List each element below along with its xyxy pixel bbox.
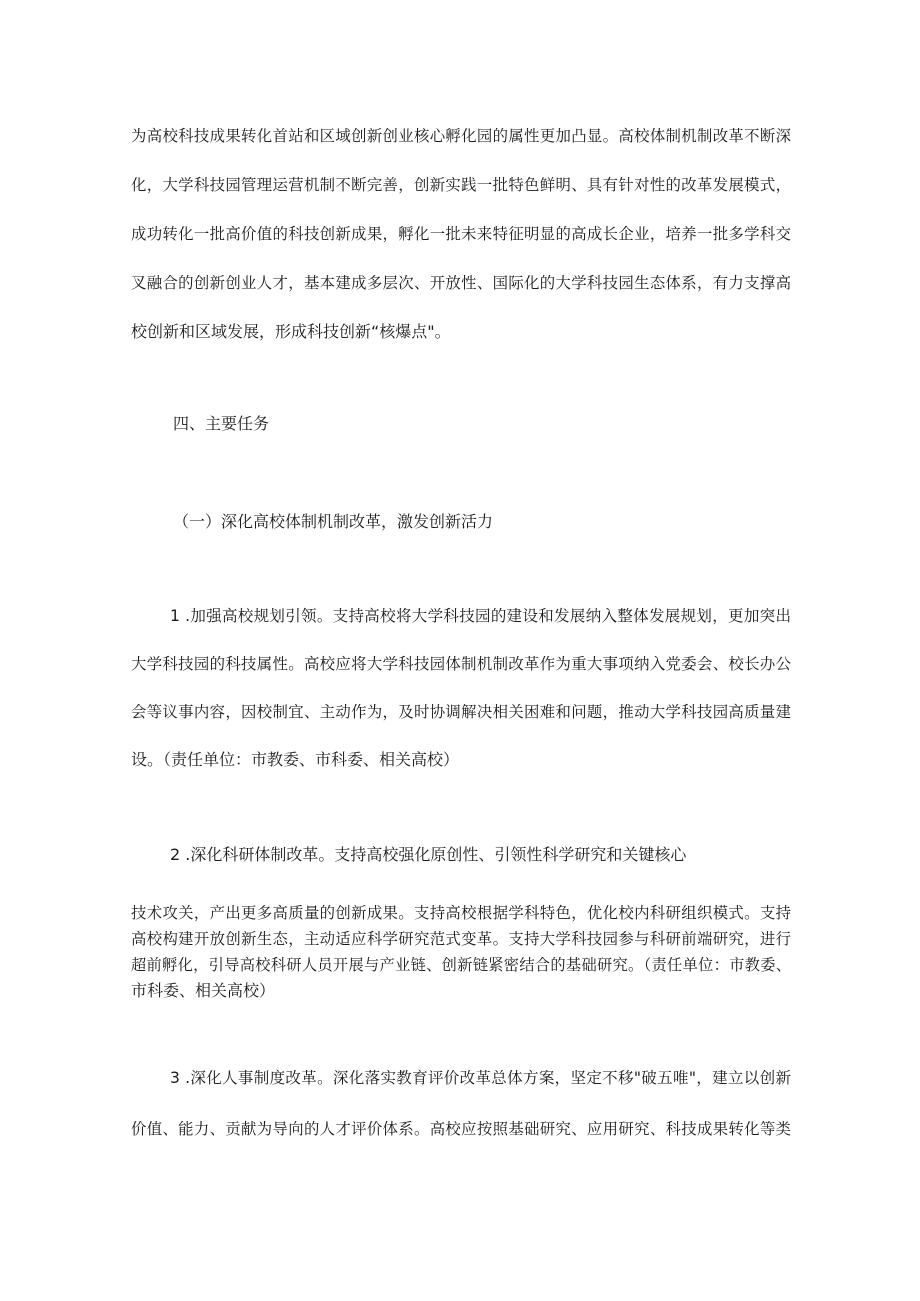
item2-line-1: 2 .深化科研体制改革。支持高校强化原创性、引领性科学研究和关键核心 <box>170 845 687 864</box>
intro-line-5: 校创新和区域发展，形成科技创新“核爆点"。 <box>131 322 451 341</box>
item1-line-1: 1 .加强高校规划引领。支持高校将大学科技园的建设和发展纳入整体发展规划，更加突出 <box>170 607 791 625</box>
section-heading: 四、主要任务 <box>173 414 270 433</box>
subsection-heading: （一）深化高校体制机制改革，激发创新活力 <box>173 512 494 531</box>
item1-line-2: 大学科技园的科技属性。高校应将大学科技园体制机制改革作为重大事项纳入党委会、校长办公 <box>131 655 791 673</box>
intro-line-2: 化，大学科技园管理运营机制不断完善，创新实践一批特色鲜明、具有针对性的改革发展模式， <box>131 176 791 194</box>
item2-line-4: 超前孵化，引导高校科研人员开展与产业链、创新链紧密结合的基础研究。（责任单位：市教委、 <box>131 956 791 974</box>
item3-line-2: 价值、能力、贡献为导向的人才评价体系。高校应按照基础研究、应用研究、科技成果转化等类 <box>131 1120 791 1138</box>
item3-line-1: 3 .深化人事制度改革。深化落实教育评价改革总体方案，坚定不移"破五唯"，建立以创新 <box>170 1069 791 1087</box>
item2-line-5: 市科委、相关高校） <box>131 981 276 1000</box>
item1-line-3: 会等议事内容，因校制宜、主动作为，及时协调解决相关困难和问题，推动大学科技园高质量建 <box>131 703 791 721</box>
intro-line-4: 叉融合的创新创业人才，基本建成多层次、开放性、国际化的大学科技园生态体系，有力支撑高 <box>131 274 791 292</box>
item1-line-4: 设。（责任单位：市教委、市科委、相关高校） <box>131 750 460 769</box>
intro-line-3: 成功转化一批高价值的科技创新成果，孵化一批未来特征明显的高成长企业，培养一批多学科交 <box>131 225 791 243</box>
item2-line-3: 高校构建开放创新生态，主动适应科学研究范式变革。支持大学科技园参与科研前端研究，进行 <box>131 930 791 948</box>
item2-line-2: 技术攻关，产出更多高质量的创新成果。支持高校根据学科特色，优化校内科研组织模式。支持 <box>131 904 791 922</box>
intro-line-1: 为高校科技成果转化首站和区域创新创业核心孵化园的属性更加凸显。高校体制机制改革不断深 <box>131 127 791 145</box>
